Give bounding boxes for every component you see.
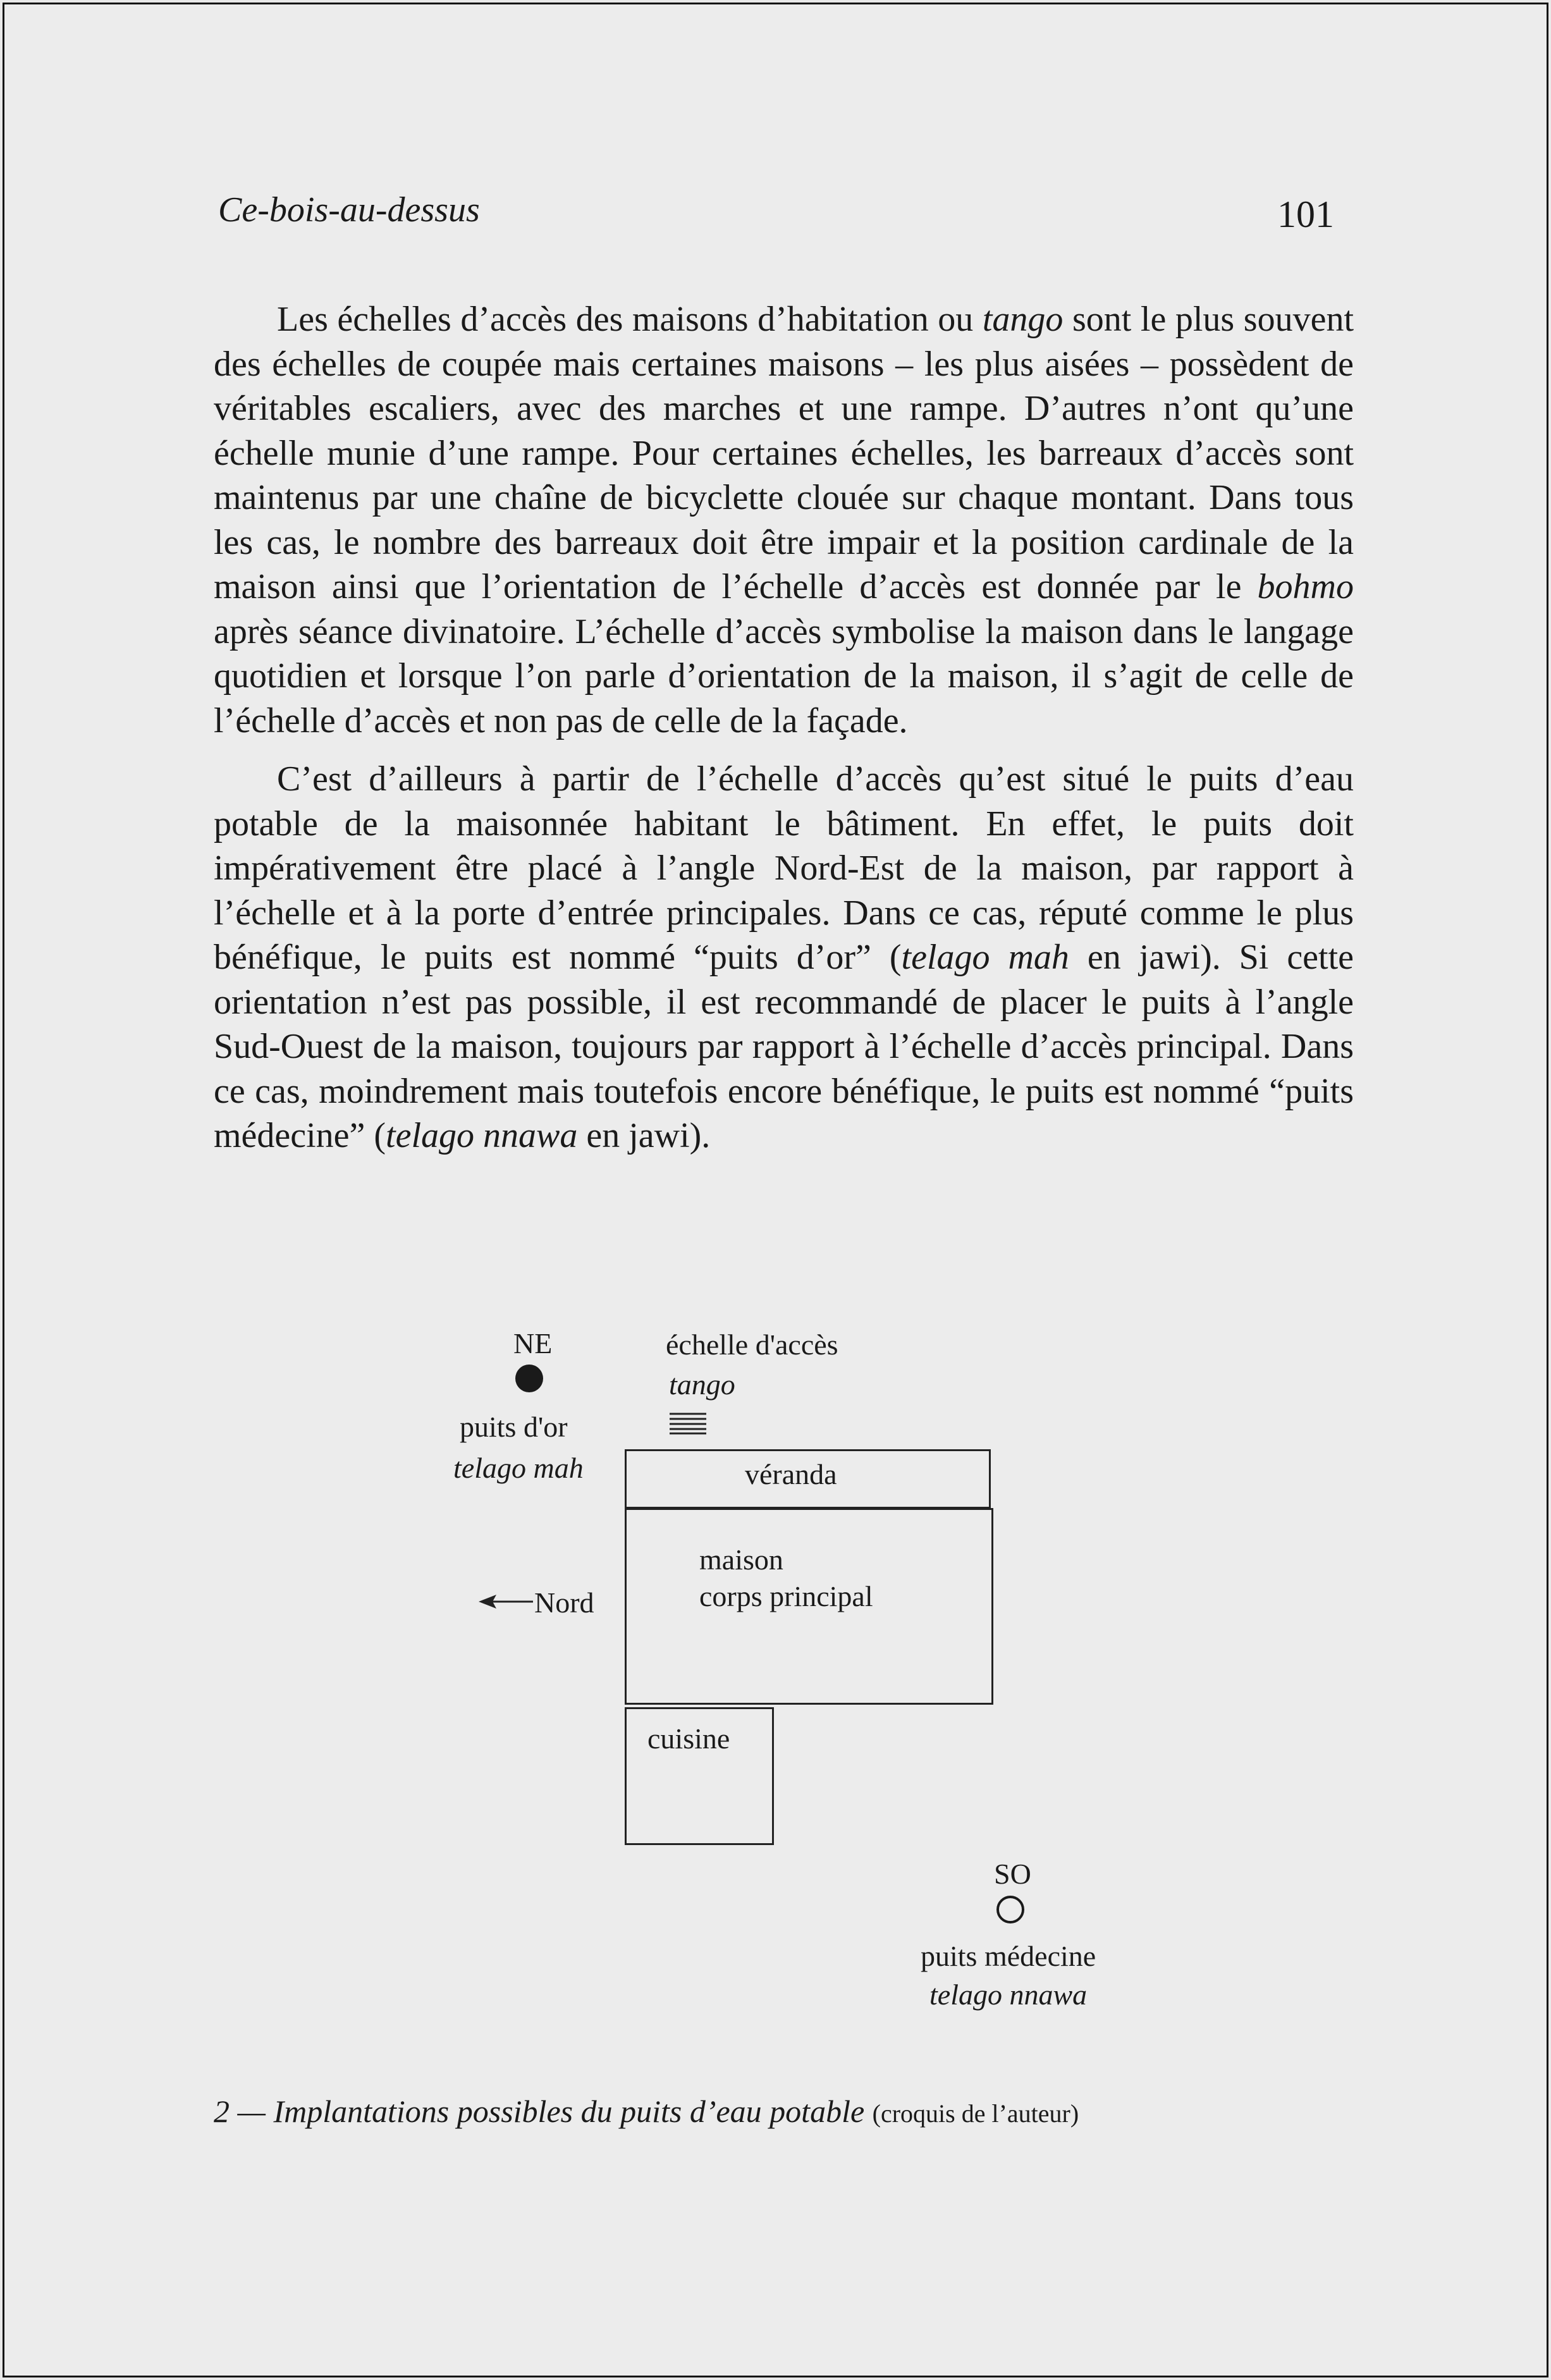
text-run: sont le plus souvent des échelles de coupée mais certaines maisons – les plus aisées – possèdent de véritables escaliers, avec des marches et une rampe. D’autres n’ont qu’une échelle munie d’une rampe. Pour certaines échelles, les barreaux d’accès sont maintenus par une chaîne de bicyclette clouée sur chaque montant. Dans tous les cas, le nombre des barreaux doit être impair et la position cardinale de la maison ainsi que l’orientation de l’échelle d’accès est donnée par le bbox=[214, 300, 1354, 606]
text-run: en jawi). Si cette orientation n’est pas possible, il est recommandé de placer le puits à l’angle Sud-Ouest de la maison, toujours par rapport à l’échelle d’accès principal. Dans ce cas, moindrement mais toutefois encore bénéfique, le puits est nommé “puits médecine” ( bbox=[214, 938, 1354, 1155]
caption-text: 2 — Implantations possibles du puits d’eau potable bbox=[214, 2094, 865, 2129]
north-label: Nord bbox=[534, 1586, 594, 1619]
ladder-jawi: tango bbox=[669, 1368, 735, 1401]
running-title: Ce-bois-au-dessus bbox=[218, 190, 480, 230]
page-number: 101 bbox=[1277, 193, 1334, 235]
so-well-jawi: telago nnawa bbox=[929, 1978, 1088, 2011]
body-text bbox=[214, 297, 1354, 1172]
house-label-1: maison bbox=[699, 1543, 783, 1576]
italic-term: telago nnawa bbox=[386, 1116, 578, 1155]
figure-caption bbox=[214, 2093, 1079, 2130]
so-well-name: puits médecine bbox=[921, 1940, 1096, 1972]
ne-well-jawi: telago mah bbox=[453, 1452, 584, 1484]
ne-label: NE bbox=[513, 1327, 553, 1359]
italic-term: bohmo bbox=[1257, 567, 1354, 606]
text-run: C’est d’ailleurs à partir de l’échelle d’accès qu’est situé le puits d’eau potable de la maisonnée habitant le bâtiment. En effet, le puits doit impérativement être placé à l’angle Nord-Est de la maison, par rapport à l’échelle et à la porte d’entrée principales. Dans ce cas, réputé comme le plus bénéfique, le puits est nommé “puits d’or” ( bbox=[214, 759, 1354, 977]
ladder-label: échelle d'accès bbox=[666, 1328, 838, 1361]
paragraph-2 bbox=[214, 757, 1354, 1158]
text-run: après séance divinatoire. L’échelle d’accès symbolise la maison dans le langage quotidien et lorsque l’on parle d’orientation de la maison, il s’agit de celle de l’échelle d’accès et non pas de celle de la façade. bbox=[214, 611, 1354, 740]
kitchen-label: cuisine bbox=[647, 1722, 730, 1755]
ne-well-name: puits d'or bbox=[460, 1411, 568, 1443]
italic-term: tango bbox=[982, 300, 1064, 339]
caption-credit: (croquis de l’auteur) bbox=[872, 2099, 1079, 2128]
italic-term: telago mah bbox=[901, 938, 1069, 977]
text-run: Les échelles d’accès des maisons d’habitation ou bbox=[277, 300, 983, 339]
veranda-label: véranda bbox=[745, 1458, 837, 1490]
so-label: SO bbox=[994, 1858, 1031, 1890]
house-label-2: corps principal bbox=[699, 1580, 873, 1612]
paragraph-1 bbox=[214, 297, 1354, 743]
text-run: en jawi). bbox=[577, 1116, 711, 1155]
